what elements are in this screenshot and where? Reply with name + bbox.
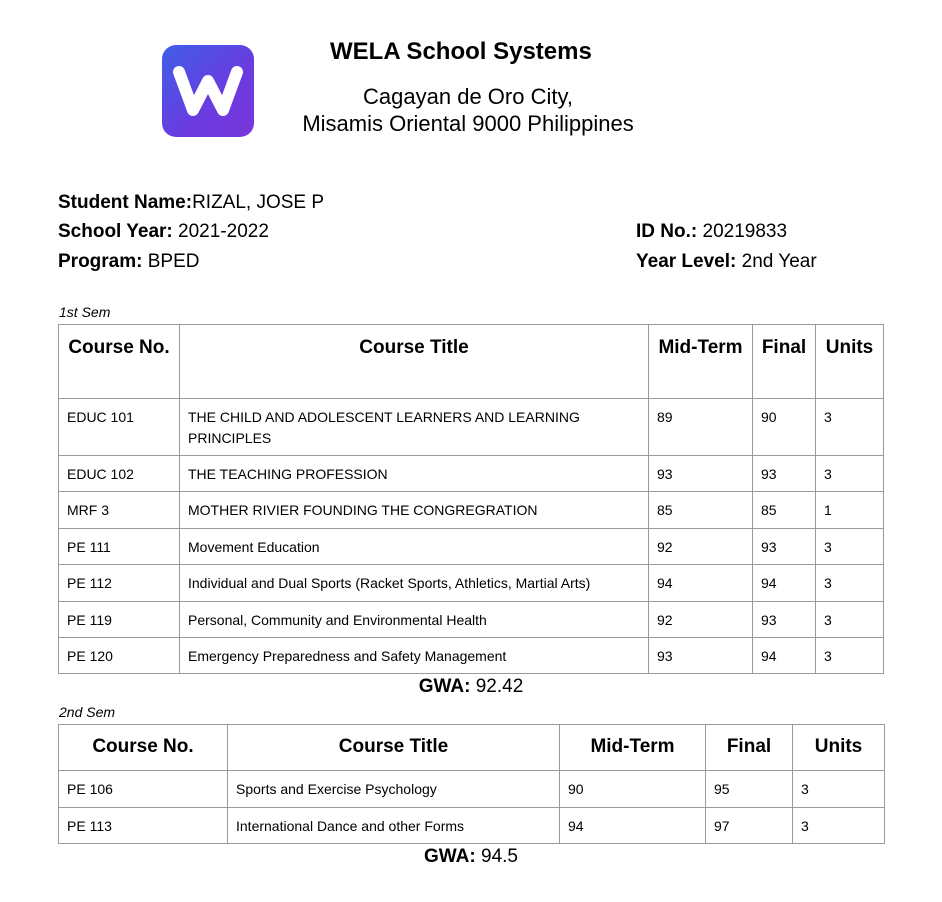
year-level-label: Year Level: bbox=[636, 251, 737, 272]
final-cell: 93 bbox=[753, 529, 816, 565]
gwa-1st-sem bbox=[58, 676, 884, 698]
course-no-cell: PE 120 bbox=[59, 638, 180, 674]
units-cell: 3 bbox=[793, 808, 885, 844]
course-title-cell: MOTHER RIVIER FOUNDING THE CONGREGRATION bbox=[180, 492, 649, 529]
year-level-row bbox=[636, 251, 817, 273]
gwa-2nd-sem bbox=[58, 846, 884, 868]
midterm-cell: 94 bbox=[560, 808, 706, 844]
header-midterm: Mid-Term bbox=[649, 325, 753, 399]
table-row bbox=[59, 565, 884, 602]
program-value: BPED bbox=[147, 251, 200, 272]
table-row bbox=[59, 602, 884, 638]
midterm-cell: 89 bbox=[649, 399, 753, 456]
school-logo bbox=[162, 45, 254, 137]
id-value: 20219833 bbox=[702, 221, 788, 242]
final-cell: 97 bbox=[706, 808, 793, 844]
header-course-title: Course Title bbox=[228, 725, 560, 771]
header-course-title: Course Title bbox=[180, 325, 649, 399]
course-no-cell: MRF 3 bbox=[59, 492, 180, 529]
course-title-cell: Personal, Community and Environmental Health bbox=[180, 602, 649, 638]
course-title-cell: THE CHILD AND ADOLESCENT LEARNERS AND LEARNING PRINCIPLES bbox=[180, 399, 649, 456]
gwa-value: 94.5 bbox=[481, 846, 518, 867]
course-no-cell: EDUC 102 bbox=[59, 456, 180, 492]
final-cell: 95 bbox=[706, 771, 793, 808]
course-no-cell: EDUC 101 bbox=[59, 399, 180, 456]
midterm-cell: 92 bbox=[649, 602, 753, 638]
w-logo-icon bbox=[162, 45, 254, 137]
units-cell: 3 bbox=[793, 771, 885, 808]
midterm-cell: 85 bbox=[649, 492, 753, 529]
midterm-cell: 93 bbox=[649, 456, 753, 492]
student-name-row bbox=[58, 192, 324, 214]
school-year-value: 2021-2022 bbox=[178, 221, 269, 242]
school-name: WELA School Systems bbox=[330, 38, 592, 65]
header-final: Final bbox=[753, 325, 816, 399]
address-line-2: Misamis Oriental 9000 Philippines bbox=[302, 111, 634, 136]
units-cell: 3 bbox=[816, 565, 884, 602]
gwa-value: 92.42 bbox=[475, 676, 524, 697]
table-row bbox=[59, 638, 884, 674]
student-name-label: Student Name: bbox=[58, 192, 193, 213]
table-row bbox=[59, 456, 884, 492]
units-cell: 3 bbox=[816, 456, 884, 492]
course-title-cell: Movement Education bbox=[180, 529, 649, 565]
gwa-label: GWA: bbox=[418, 676, 471, 697]
grades-table-1st-sem bbox=[58, 324, 884, 674]
midterm-cell: 92 bbox=[649, 529, 753, 565]
final-cell: 85 bbox=[753, 492, 816, 529]
table-row bbox=[59, 399, 884, 456]
midterm-cell: 94 bbox=[649, 565, 753, 602]
course-title-cell: Individual and Dual Sports (Racket Sports, Athletics, Martial Arts) bbox=[180, 565, 649, 602]
units-cell: 1 bbox=[816, 492, 884, 529]
final-cell: 94 bbox=[753, 638, 816, 674]
units-cell: 3 bbox=[816, 602, 884, 638]
table-row bbox=[59, 771, 885, 808]
year-level-value: 2nd Year bbox=[741, 251, 817, 272]
course-title-cell: International Dance and other Forms bbox=[228, 808, 560, 844]
table-row bbox=[59, 492, 884, 529]
school-year-label: School Year: bbox=[58, 221, 173, 242]
gwa-label: GWA: bbox=[424, 846, 476, 867]
final-cell: 90 bbox=[753, 399, 816, 456]
table-header-row bbox=[59, 325, 884, 399]
final-cell: 93 bbox=[753, 602, 816, 638]
header-units: Units bbox=[816, 325, 884, 399]
final-cell: 94 bbox=[753, 565, 816, 602]
id-label: ID No.: bbox=[636, 221, 698, 242]
course-no-cell: PE 112 bbox=[59, 565, 180, 602]
course-no-cell: PE 119 bbox=[59, 602, 180, 638]
final-cell: 93 bbox=[753, 456, 816, 492]
program-label: Program: bbox=[58, 251, 143, 272]
course-no-cell: PE 113 bbox=[59, 808, 228, 844]
table-row bbox=[59, 808, 885, 844]
student-name-value: RIZAL, JOSE P bbox=[192, 192, 325, 213]
units-cell: 3 bbox=[816, 399, 884, 456]
course-title-cell: THE TEACHING PROFESSION bbox=[180, 456, 649, 492]
header-midterm: Mid-Term bbox=[560, 725, 706, 771]
table-header-row bbox=[59, 725, 885, 771]
id-row bbox=[636, 221, 787, 243]
course-title-cell: Emergency Preparedness and Safety Management bbox=[180, 638, 649, 674]
header-course-no: Course No. bbox=[59, 725, 228, 771]
header-units: Units bbox=[793, 725, 885, 771]
grades-table-2nd-sem bbox=[58, 724, 885, 844]
midterm-cell: 90 bbox=[560, 771, 706, 808]
address-line-1: Cagayan de Oro City, bbox=[363, 84, 573, 109]
program-row bbox=[58, 251, 200, 273]
semester-label: 1st Sem bbox=[59, 304, 111, 320]
school-year-row bbox=[58, 221, 269, 243]
header-course-no: Course No. bbox=[59, 325, 180, 399]
units-cell: 3 bbox=[816, 638, 884, 674]
table-row bbox=[59, 529, 884, 565]
midterm-cell: 93 bbox=[649, 638, 753, 674]
course-no-cell: PE 106 bbox=[59, 771, 228, 808]
units-cell: 3 bbox=[816, 529, 884, 565]
course-title-cell: Sports and Exercise Psychology bbox=[228, 771, 560, 808]
course-no-cell: PE 111 bbox=[59, 529, 180, 565]
header-final: Final bbox=[706, 725, 793, 771]
semester-label: 2nd Sem bbox=[59, 704, 116, 720]
